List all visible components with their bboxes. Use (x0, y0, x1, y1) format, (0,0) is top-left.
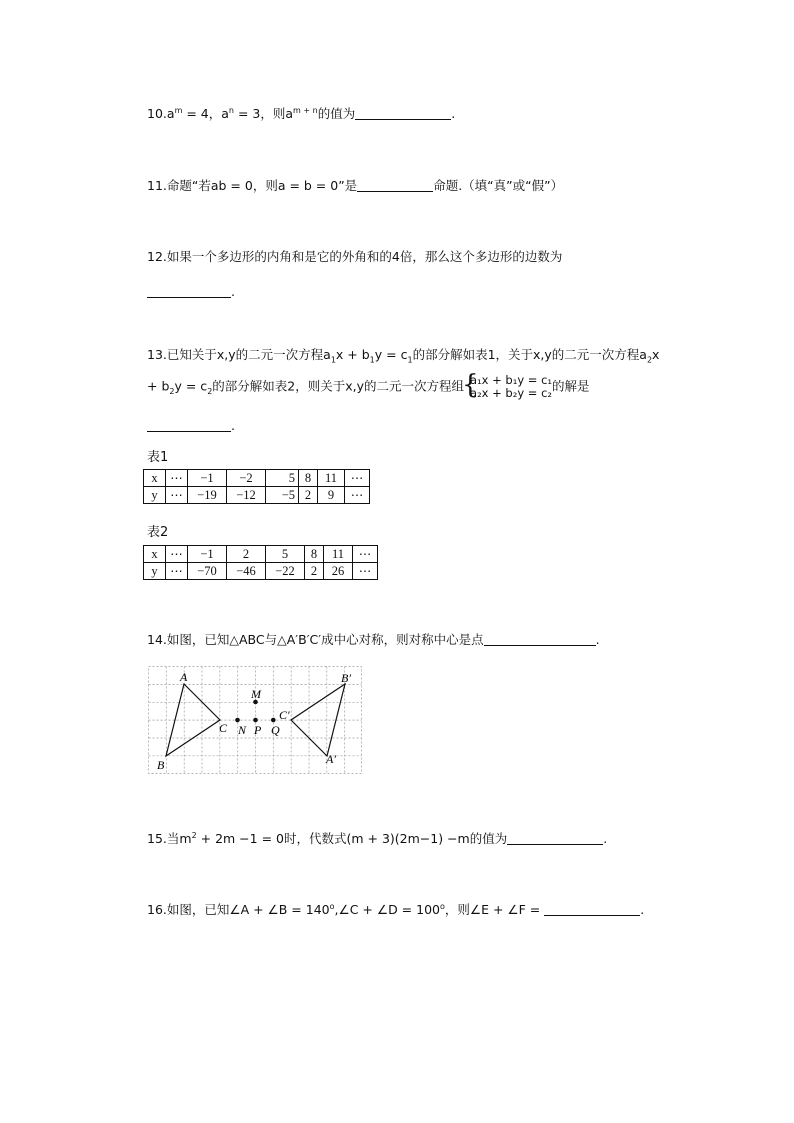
q10-number: 10. (147, 106, 167, 121)
q10-sup: n (228, 105, 234, 115)
table-cell: ⋯ (353, 563, 378, 580)
label-c: C (219, 721, 228, 735)
q13-sub: 1 (369, 355, 375, 365)
table-row (144, 546, 378, 563)
table-cell: −70 (188, 563, 227, 580)
table-cell: 11 (324, 546, 353, 563)
question-13-line2 (147, 370, 590, 400)
label-n: N (238, 723, 247, 737)
table-cell: −1 (188, 546, 227, 563)
table-cell: y (144, 563, 166, 580)
table-cell: 2 (227, 546, 266, 563)
table-cell: ⋯ (345, 487, 370, 504)
table-cell: ⋯ (166, 563, 188, 580)
label-m: M (251, 687, 261, 701)
label-q: Q (271, 723, 280, 737)
table-cell: ⋯ (353, 546, 378, 563)
table-cell: −5 (266, 487, 299, 504)
table-cell: 26 (324, 563, 353, 580)
q10-text: a (166, 106, 175, 121)
table-row (144, 487, 370, 504)
table-cell: 5 (266, 546, 305, 563)
q13-text: x + b (335, 347, 370, 362)
table-cell: 5 (266, 470, 299, 487)
table-cell: −1 (188, 470, 227, 487)
table-cell: 8 (305, 546, 324, 563)
q13-text: 的部分解如表1，关于x,y的二元一次方程a (412, 347, 647, 362)
q12-text: 12.如果一个多边形的内角和是它的外角和的4倍，那么这个多边形的边数为 (147, 249, 563, 264)
q11-text: 11.命题“若ab = 0，则a = b = 0”是 (147, 178, 358, 193)
q14-answer-blank[interactable] (484, 632, 596, 646)
table-cell: x (144, 546, 166, 563)
question-16 (147, 900, 644, 918)
q15-text: 15.当m (147, 831, 192, 846)
q13-sub: 1 (407, 355, 413, 365)
question-15 (147, 829, 607, 847)
table-cell: −19 (188, 487, 227, 504)
table2-caption: 表2 (147, 525, 169, 540)
q16-text: 16.如图，已知∠A + ∠B = 140 (147, 902, 330, 917)
brace-icon: { (462, 370, 479, 400)
point-n (235, 718, 240, 723)
q13-sub: 2 (207, 387, 213, 396)
q10-end: . (451, 106, 456, 121)
table-cell: 11 (318, 470, 345, 487)
point-p (253, 718, 258, 723)
q14-end: . (595, 632, 600, 647)
table-row (144, 470, 370, 487)
q10-answer-blank[interactable] (355, 106, 451, 120)
table-cell: 9 (318, 487, 345, 504)
question-14 (147, 630, 600, 648)
table-cell: −12 (227, 487, 266, 504)
q10-sup: m (174, 105, 183, 115)
q16-end: . (640, 902, 645, 917)
q13-text: y = c (174, 378, 208, 394)
label-c-prime: C′ (279, 708, 290, 722)
equation-system (462, 370, 553, 400)
table-cell: −22 (266, 563, 305, 580)
q11-end: 命题.（填“真”或“假”） (433, 178, 564, 193)
table-cell: ⋯ (166, 487, 188, 504)
equation-1: a₁x + b₁y = c₁ (470, 373, 553, 387)
table-row (144, 563, 378, 580)
q13-end: . (231, 418, 235, 433)
table2 (143, 545, 378, 580)
table-cell: y (144, 487, 166, 504)
q13-text: x (652, 347, 660, 362)
question-11 (147, 176, 563, 194)
q10-text: = 3，则a (233, 106, 294, 121)
q12-end: . (231, 284, 235, 299)
q15-end: . (603, 831, 608, 846)
equation-2: a₂x + b₂y = c₂ (470, 386, 553, 400)
q16-text: ，则∠E + ∠F = (444, 902, 545, 917)
q13-sub: 2 (646, 355, 653, 365)
q16-text: ,∠C + ∠D = 100 (334, 902, 440, 917)
table-cell: −46 (227, 563, 266, 580)
table1-caption: 表1 (147, 450, 169, 465)
q13-sub: 2 (169, 387, 175, 396)
q10-sup: m + n (293, 105, 318, 115)
q16-sup: o (329, 901, 335, 911)
label-b-prime: B′ (341, 671, 351, 685)
table-cell: ⋯ (166, 546, 188, 563)
q12-answer-blank[interactable] (147, 284, 231, 298)
q13-text: 的部分解如表2，则关于x,y的二元一次方程组 (212, 378, 465, 394)
q11-answer-blank[interactable] (357, 178, 433, 192)
table-cell: −2 (227, 470, 266, 487)
q13-text: + b (147, 378, 170, 394)
question-12 (147, 247, 562, 265)
q13-text: 13.已知关于x,y的二元一次方程a (147, 347, 331, 362)
q15-answer-blank[interactable] (507, 831, 603, 845)
label-b: B (157, 758, 165, 772)
q13-text: y = c (374, 347, 408, 362)
label-p: P (254, 723, 262, 737)
table-cell: 8 (299, 470, 318, 487)
q16-sup: o (439, 901, 445, 911)
symmetry-figure (148, 666, 362, 774)
label-a: A (180, 670, 188, 684)
q13-answer-blank[interactable] (147, 418, 231, 432)
q10-text: 的值为 (317, 106, 356, 121)
table-cell: 2 (305, 563, 324, 580)
q15-text: + 2m −1 = 0时，代数式(m + 3)(2m−1) −m的值为 (196, 831, 508, 846)
q16-answer-blank[interactable] (544, 902, 640, 916)
q13-sub: 1 (330, 355, 336, 365)
table-cell: x (144, 470, 166, 487)
label-a-prime: A′ (326, 752, 336, 766)
question-10 (147, 104, 455, 122)
question-13-answer-line (147, 418, 235, 433)
q10-text: = 4，a (182, 106, 229, 121)
q13-text: 的解是 (552, 378, 590, 394)
table1 (143, 469, 370, 504)
q14-text: 14.如图，已知△ABC与△A′B′C′成中心对称，则对称中心是点 (147, 632, 484, 647)
question-13-line1 (147, 345, 659, 365)
question-12-answer-line (147, 284, 235, 299)
table-cell: ⋯ (166, 470, 188, 487)
point-q (271, 718, 276, 723)
q15-sup: 2 (191, 830, 197, 840)
table-cell: ⋯ (345, 470, 370, 487)
table-cell: 2 (299, 487, 318, 504)
